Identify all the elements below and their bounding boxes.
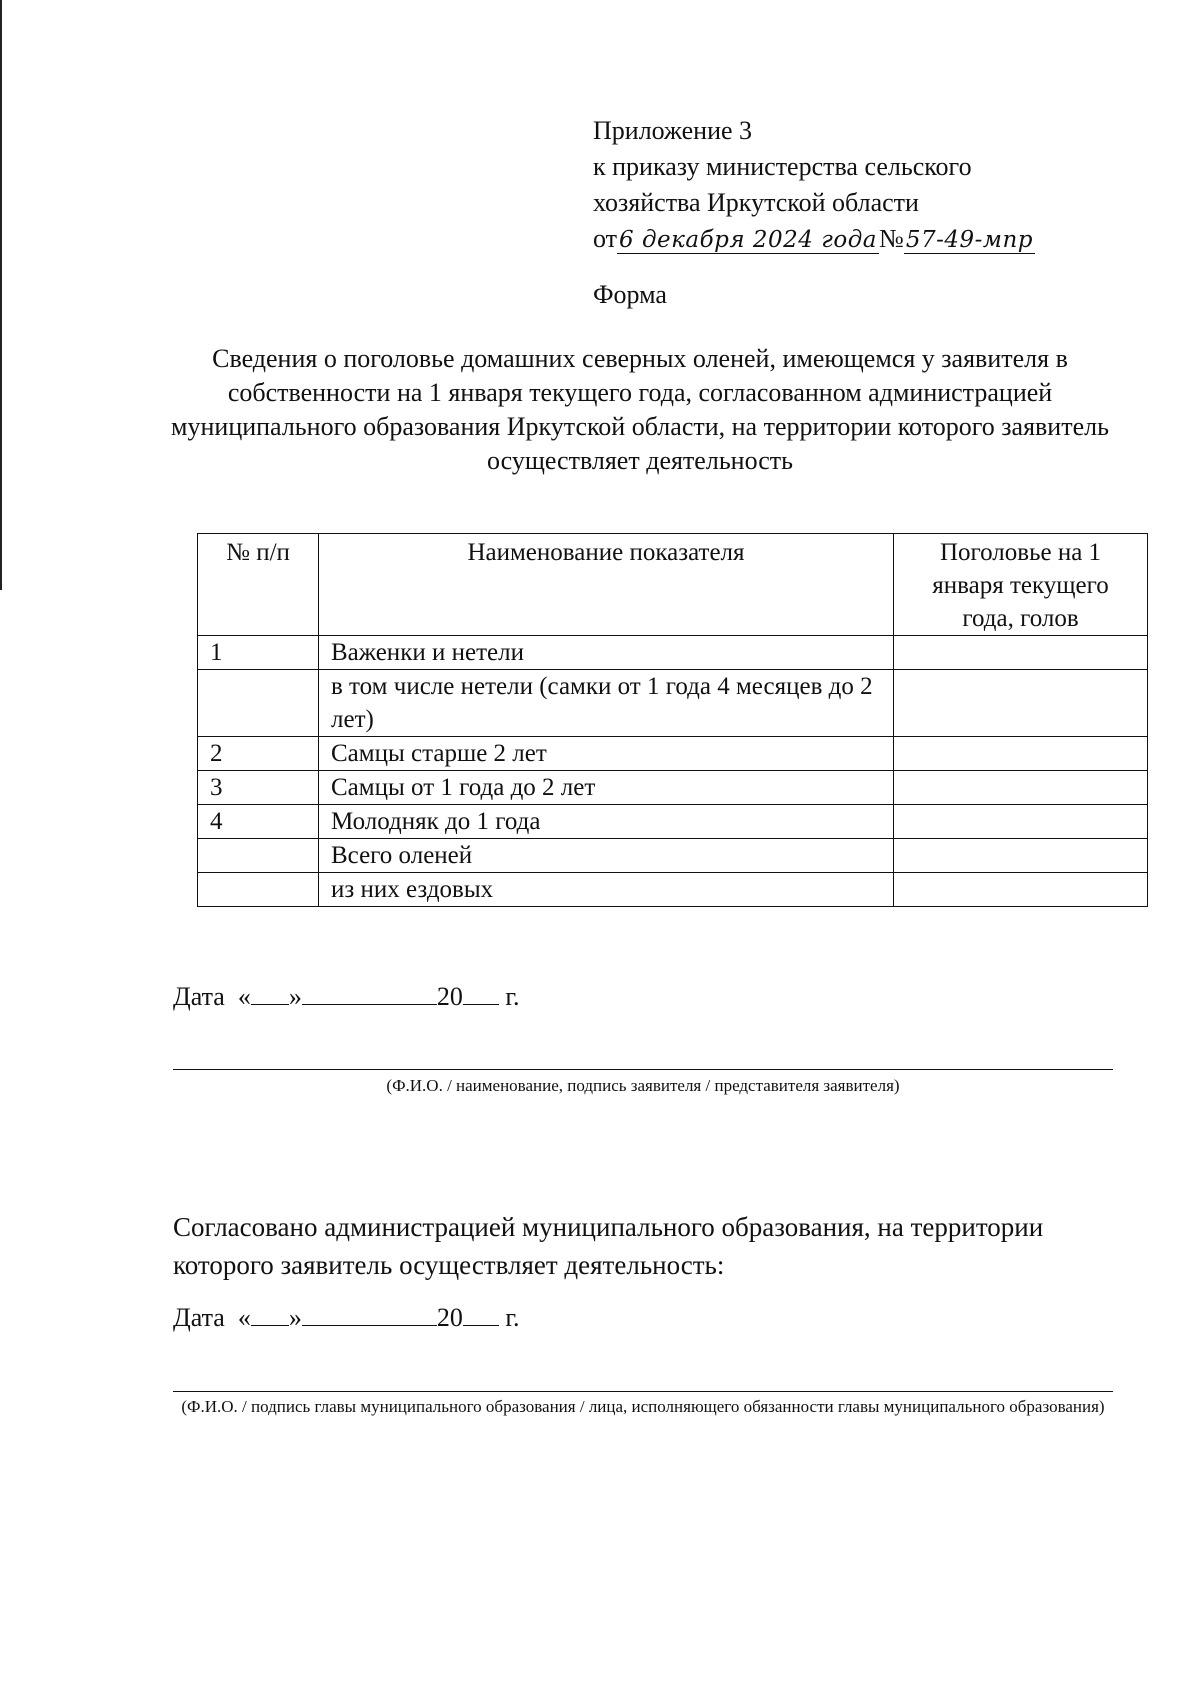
year-suffix: г. [505, 982, 520, 1011]
head-signature-line[interactable] [173, 1391, 1113, 1392]
appendix-order-ref: к приказу министерства сельского [593, 152, 972, 181]
handwritten-order-number: 57-49-мпр [905, 227, 1034, 253]
table-row [198, 670, 1148, 737]
applicant-signature-line[interactable] [173, 1069, 1113, 1070]
day-blank[interactable] [251, 1301, 289, 1326]
open-quote: « [237, 982, 251, 1011]
page-edge-line [0, 0, 2, 590]
open-quote: « [237, 1303, 251, 1332]
row-indicator-cell: Всего оленей [319, 839, 894, 873]
head-signature-caption: (Ф.И.О. / подпись главы муниципального образования / лица, исполняющего обязанности главы муниципального образования) [181, 1397, 1105, 1416]
number-label: № [879, 224, 904, 253]
row-headcount-cell[interactable] [894, 737, 1148, 771]
header-indicator: Наименование показателя [319, 534, 894, 636]
livestock-table [197, 533, 1148, 907]
row-headcount-cell[interactable] [894, 636, 1148, 670]
month-blank[interactable] [302, 980, 437, 1005]
year-prefix: 20 [436, 982, 463, 1011]
table-row [198, 873, 1148, 907]
row-headcount-cell[interactable] [894, 771, 1148, 805]
month-blank[interactable] [302, 1301, 437, 1326]
table-row [198, 839, 1148, 873]
close-quote: » [288, 982, 302, 1011]
row-number-cell: 4 [198, 805, 319, 839]
livestock-table-wrapper [197, 533, 1109, 907]
appendix-date-number [593, 221, 1153, 258]
table-row [198, 771, 1148, 805]
applicant-date-line [173, 980, 520, 1012]
row-number-cell [198, 873, 319, 907]
table-row [198, 805, 1148, 839]
row-indicator-cell: Самцы от 1 года до 2 лет [319, 771, 894, 805]
table-header-row [198, 534, 1148, 636]
row-indicator-cell: Самцы старше 2 лет [319, 737, 894, 771]
agreed-text: Согласовано администрацией муниципального образования, на территории которого заявитель осуществляет деятельность: [173, 1212, 1044, 1280]
year-suffix: г. [505, 1303, 520, 1332]
header-headcount: Поголовье на 1 января текущего года, голов [894, 534, 1148, 636]
row-indicator-cell: Молодняк до 1 года [319, 805, 894, 839]
year-blank[interactable] [463, 980, 499, 1005]
administration-date-line [173, 1301, 520, 1333]
row-headcount-cell[interactable] [894, 670, 1148, 737]
appendix-header [593, 113, 1153, 258]
row-indicator-cell: из них ездовых [319, 873, 894, 907]
close-quote: » [288, 1303, 302, 1332]
row-number-cell: 3 [198, 771, 319, 805]
row-headcount-cell[interactable] [894, 805, 1148, 839]
handwritten-date: 6 декабря 2024 года [619, 227, 878, 253]
row-number-cell [198, 839, 319, 873]
row-headcount-cell[interactable] [894, 839, 1148, 873]
table-body [198, 636, 1148, 907]
date-label: Дата [173, 982, 225, 1011]
row-number-cell [198, 670, 319, 737]
row-number-cell: 2 [198, 737, 319, 771]
appendix-number: Приложение 3 [593, 116, 753, 145]
year-prefix: 20 [436, 1303, 463, 1332]
table-row [198, 636, 1148, 670]
table-row [198, 737, 1148, 771]
date-label: Дата [173, 1303, 225, 1332]
from-label: от [593, 224, 618, 253]
row-indicator-cell: Важенки и нетели [319, 636, 894, 670]
appendix-ministry: хозяйства Иркутской области [593, 188, 919, 217]
row-headcount-cell[interactable] [894, 873, 1148, 907]
form-label: Форма [593, 280, 667, 309]
row-number-cell: 1 [198, 636, 319, 670]
document-title: Сведения о поголовье домашних северных оленей, имеющемся у заявителя в собственности на 1 января текущего года, согласованном администрацией муниципального образования Иркутской области, на территории которого заявитель осуществляет деятельность [171, 344, 1109, 475]
row-indicator-cell: в том числе нетели (самки от 1 года 4 месяцев до 2 лет) [319, 670, 894, 737]
year-blank[interactable] [463, 1301, 499, 1326]
applicant-signature-caption: (Ф.И.О. / наименование, подпись заявителя / представителя заявителя) [386, 1076, 900, 1095]
day-blank[interactable] [251, 980, 289, 1005]
header-number: № п/п [198, 534, 319, 636]
